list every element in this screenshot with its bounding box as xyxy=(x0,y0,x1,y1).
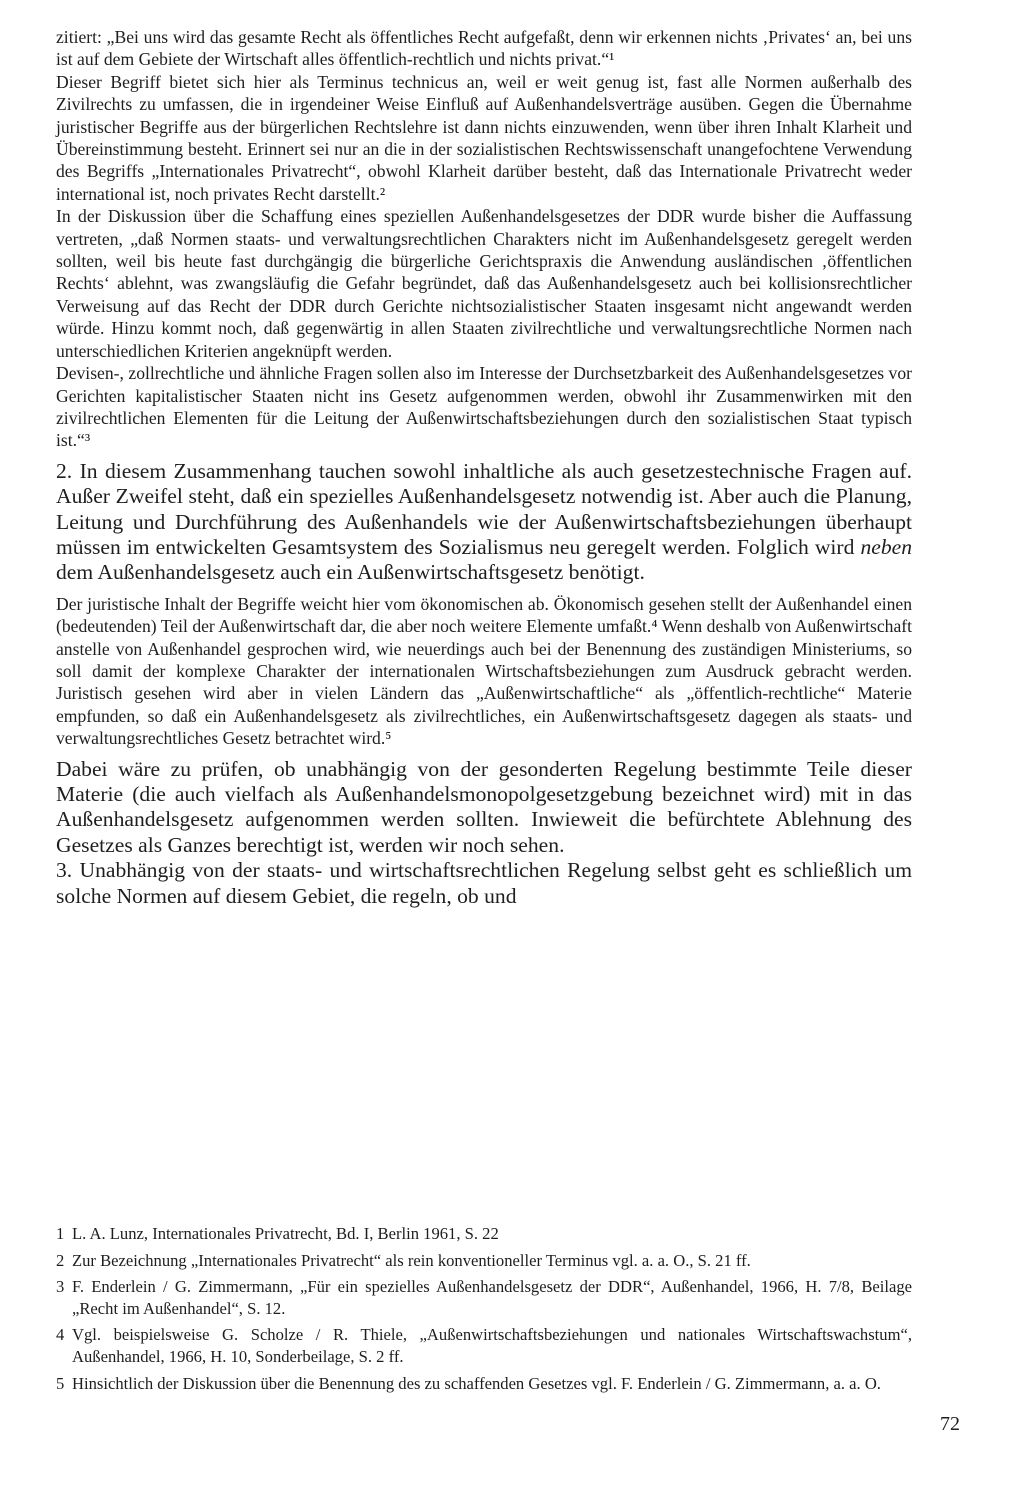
footnotes xyxy=(56,1223,912,1399)
paragraph-devisen: Devisen-, zollrechtliche und ähnliche Fragen sollen also im Interesse der Durchsetzbarkeit des Außenhandelsgesetzes vor Gerichten kapitalistischer Staaten nicht ins Gesetz aufgenommen werden, obwohl ihr Zusammenwirken mit den zivilrechtlichen Elementen für die Leitung der Außenwirtschaftsbeziehungen durch den sozialistischen Staat typisch ist.“³ xyxy=(56,363,912,451)
footnote xyxy=(56,1250,912,1272)
spacer xyxy=(56,586,912,593)
footnote-number: 3 xyxy=(56,1277,65,1297)
footnote-number: 1 xyxy=(56,1224,65,1243)
footnote-text: Hinsichtlich der Diskussion über die Benennung des zu schaffenden Gesetzes vgl. F. Enderlein / G. Zimmermann, a. a. O. xyxy=(72,1373,881,1393)
footnote xyxy=(56,1276,912,1319)
footnote xyxy=(56,1373,912,1395)
paragraph-section-2-emphasis: neben xyxy=(860,534,912,559)
paragraph-begriff: Dieser Begriff bietet sich hier als Terminus technicus an, weil er weit genug ist, fast alle Normen außerhalb des Zivilrechts zu umfassen, die in irgendeiner Weise Einfluß auf Außenhandelsverträge ausüben. Gegen die Übernahme juristischer Begriffe aus der bürgerlichen Rechtslehre ist dann nichts einzuwenden, wenn über ihren Inhalt Klarheit und Übereinstimmung besteht. Erinnert sei nur an die in der sozialistischen Rechtswissenschaft unangefochtene Verwendung des Begriffs „Internationales Privatrecht“, obwohl Klarheit darüber besteht, daß das Internationale Privatrecht weder international ist, noch privates Recht darstellt.² xyxy=(56,71,912,204)
footnote-number: 2 xyxy=(56,1250,65,1270)
footnote-number: 5 xyxy=(56,1373,65,1393)
document-page xyxy=(56,26,912,1486)
page-number: 72 xyxy=(940,1413,960,1435)
paragraph-section-2 xyxy=(56,459,912,586)
footnote-number: 4 xyxy=(56,1325,65,1345)
paragraph-section-3: 3. Unabhängig von der staats- und wirtschaftsrechtlichen Regelung selbst geht es schließlich um solche Normen auf diesem Gebiet, die regeln, ob und xyxy=(56,858,912,908)
paragraph-section-2-text-a: 2. In diesem Zusammenhang tauchen sowohl inhaltliche als auch gesetzestechnische Fragen auf. Außer Zweifel steht, daß ein spezielles Außenhandelsgesetz notwendig ist. Aber auch die Planung, Leitung und Durchführung des Außenhandels wie der Außenwirtschaftsbeziehungen überhaupt müssen im entwickelten Gesamtsystem des Sozialismus neu geregelt werden. Folglich wird xyxy=(56,458,912,559)
footnote xyxy=(56,1324,912,1367)
footnote-text: L. A. Lunz, Internationales Privatrecht, Bd. I, Berlin 1961, S. 22 xyxy=(72,1224,499,1243)
paragraph-dabei: Dabei wäre zu prüfen, ob unabhängig von der gesonderten Regelung bestimmte Teile dieser Materie (die auch vielfach als Außenhandelsmonopolgesetzgebung bezeichnet wird) mit in das Außenhandelsgesetz aufgenommen werden sollten. Inwieweit die befürchtete Ablehnung des Gesetzes als Ganzes berechtigt ist, werden wir noch sehen. xyxy=(56,756,912,857)
spacer xyxy=(56,452,912,459)
spacer xyxy=(56,750,912,757)
footnote-text: Vgl. beispielsweise G. Scholze / R. Thiele, „Außenwirtschaftsbeziehungen und nationales Wirtschaftswachstum“, Außenhandel, 1966, H. 10, Sonderbeilage, S. 2 ff. xyxy=(72,1325,912,1366)
paragraph-diskussion: In der Diskussion über die Schaffung eines speziellen Außenhandelsgesetzes der DDR wurde bisher die Auffassung vertreten, „daß Normen staats- und verwaltungsrechtlichen Charakters nicht im Außenhandelsgesetz geregelt werden sollten, weil bis heute fast durchgängig die bürgerliche Gerichtspraxis die Anwendung ausländischen ‚öffentlichen Rechts‘ ablehnt, was zwangsläufig die Gefahr begründet, daß das Außenhandelsgesetz auch bei kollisionsrechtlicher Verweisung auf das Recht der DDR durch Gerichte nichtsozialistischer Staaten insgesamt nicht angewandt werden würde. Hinzu kommt noch, daß gegenwärtig in allen Staaten zivilrechtliche und verwaltungsrechtliche Normen nach unterschiedlichen Kriterien angeknüpft werden. xyxy=(56,206,912,361)
footnote-text: F. Enderlein / G. Zimmermann, „Für ein spezielles Außenhandelsgesetz der DDR“, Außenhandel, 1966, H. 7/8, Beilage „Recht im Außenhandel“, S. 12. xyxy=(72,1277,912,1318)
footnote-text: Zur Bezeichnung „Internationales Privatrecht“ als rein konventioneller Terminus vgl. a. a. O., S. 21 ff. xyxy=(72,1250,751,1270)
paragraph-juristisch: Der juristische Inhalt der Begriffe weicht hier vom ökonomischen ab. Ökonomisch gesehen stellt der Außenhandel einen (bedeutenden) Teil der Außenwirtschaft dar, die aber noch weitere Elemente umfaßt.⁴ Wenn deshalb von Außenwirtschaft anstelle von Außenhandel gesprochen wird, wie neuerdings auch bei der Benennung des zuständigen Ministeriums, so soll damit der komplexe Charakter der internationalen Wirtschaftsbeziehungen zum Ausdruck gebracht werden. Juristisch gesehen wird aber in vielen Ländern das „Außenwirtschaftliche“ als „öffentlich-rechtliche“ Materie empfunden, so daß ein Außenhandelsgesetz als zivilrechtliches, ein Außenwirtschaftsgesetz dagegen als staats- und verwaltungsrechtliches Gesetz betrachtet wird.⁵ xyxy=(56,593,912,749)
paragraph-quote-end: zitiert: „Bei uns wird das gesamte Recht als öffentliches Recht aufgefaßt, denn wir erkennen nichts ‚Privates‘ an, bei uns ist auf dem Gebiete der Wirtschaft alles öffentlich-rechtlich und nichts privat.“¹ xyxy=(56,27,912,70)
paragraph-section-2-text-b: dem Außenhandelsgesetz auch ein Außenwirtschaftsgesetz benötigt. xyxy=(56,560,645,585)
footnote xyxy=(56,1223,912,1245)
